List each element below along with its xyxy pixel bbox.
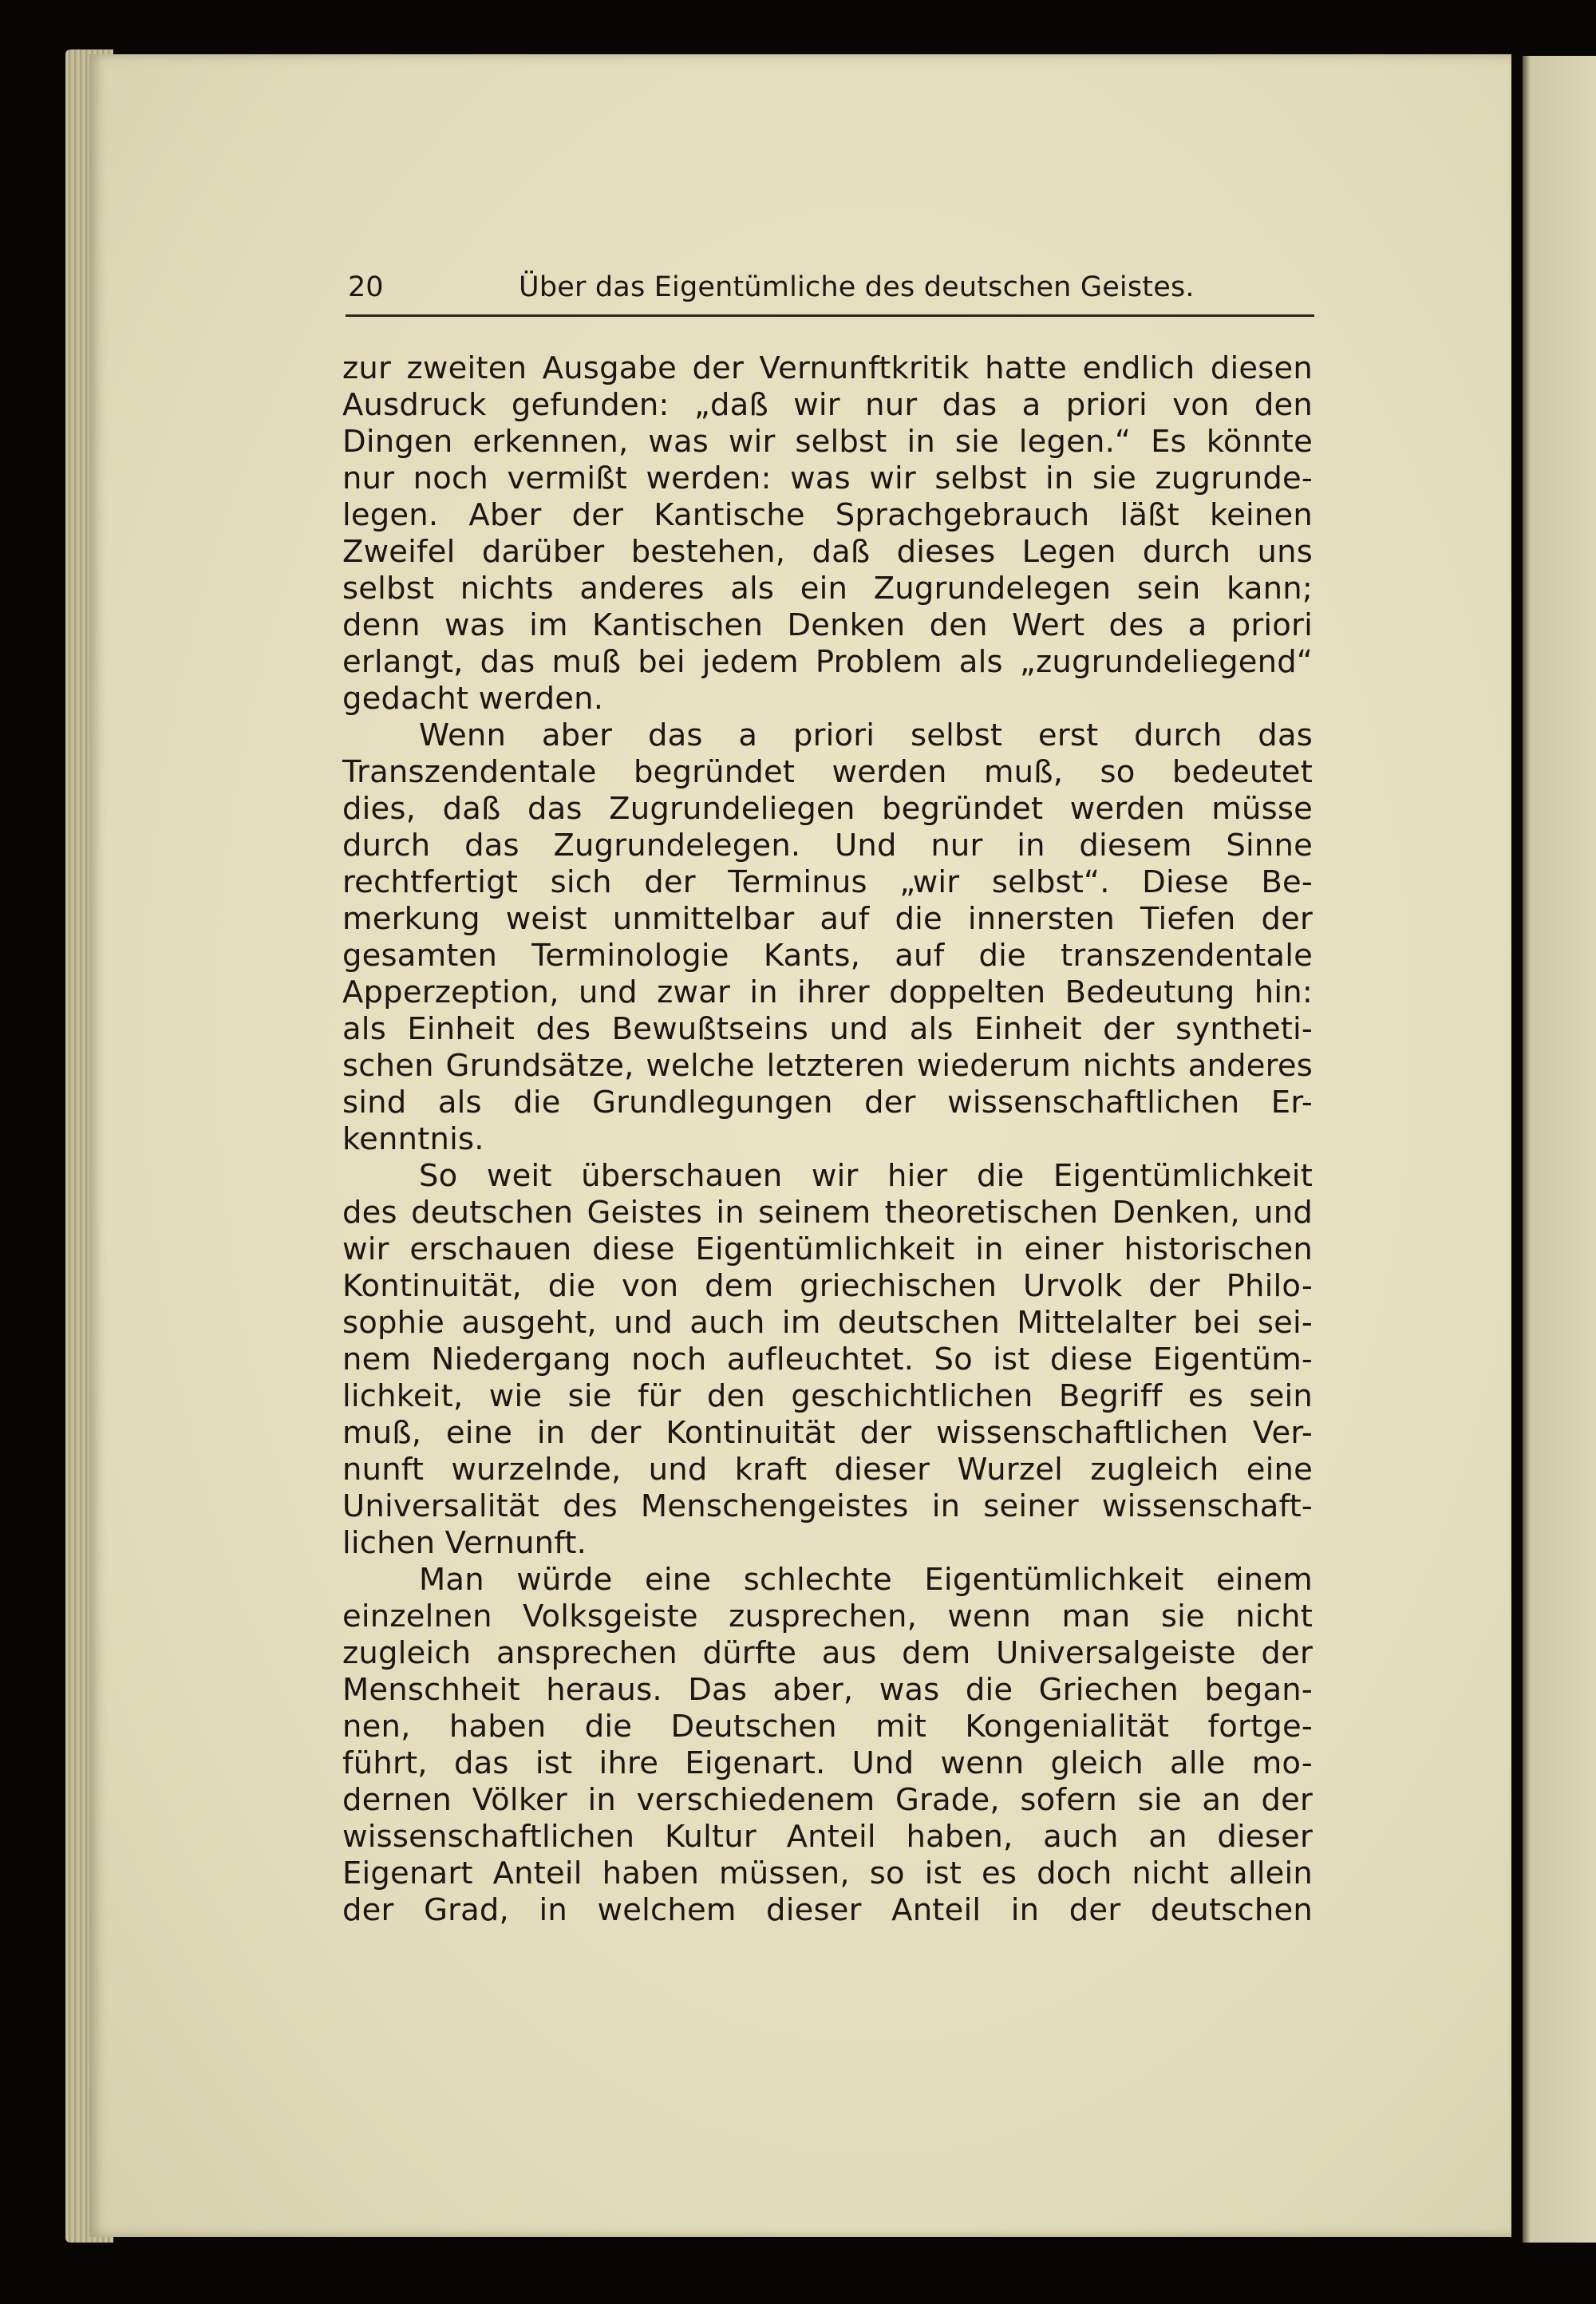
page-number: 20 [348,271,384,303]
text-line: dies, daß das Zugrundeliegen begründet werden müsse [342,791,1313,827]
text-line: als Einheit des Bewußtseins und als Einheit der syntheti- [342,1011,1313,1047]
text-line: wissenschaftlichen Kultur Anteil haben, auch an dieser [342,1819,1313,1855]
text-line: Zweifel darüber bestehen, daß dieses Legen durch uns [342,534,1313,570]
paragraph [342,1158,1313,1562]
header-rule [346,314,1314,317]
text-line: Universalität des Menschengeistes in seiner wissenschaft- [342,1488,1313,1524]
text-line: durch das Zugrundelegen. Und nur in diesem Sinne [342,828,1313,864]
running-title: Über das Eigentümliche des deutschen Geistes. [519,271,1195,303]
paragraph [342,1562,1313,1929]
text-line: gesamten Terminologie Kants, auf die transzendentale [342,938,1313,974]
text-line: nur noch vermißt werden: was wir selbst in sie zugrunde- [342,460,1313,496]
text-line: sind als die Grundlegungen der wissenschaftlichen Er- [342,1085,1313,1120]
text-line: des deutschen Geistes in seinem theoretischen Denken, und [342,1195,1313,1231]
text-line: der Grad, in welchem dieser Anteil in der deutschen [342,1892,1313,1928]
text-line: zur zweiten Ausgabe der Vernunftkritik hatte endlich diesen [342,350,1313,386]
text-line: einzelnen Volksgeiste zusprechen, wenn man sie nicht [342,1599,1313,1634]
text-line: sophie ausgeht, und auch im deutschen Mittelalter bei sei- [342,1305,1313,1341]
text-line: selbst nichts anderes als ein Zugrundelegen sein kann; [342,571,1313,607]
text-line: Wenn aber das a priori selbst erst durch das [419,717,1313,753]
text-line: legen. Aber der Kantische Sprachgebrauch läßt keinen [342,497,1313,533]
text-line: lichkeit, wie sie für den geschichtlichen Begriff es sein [342,1378,1313,1414]
text-line: So weit überschauen wir hier die Eigentümlichkeit [419,1158,1313,1194]
text-line: rechtfertigt sich der Terminus „wir selbst“. Diese Be- [342,864,1313,900]
paragraph [342,350,1313,717]
text-line: gedacht werden. [342,681,604,717]
text-line: muß, eine in der Kontinuität der wissenschaftlichen Ver- [342,1415,1313,1451]
text-line: merkung weist unmittelbar auf die innersten Tiefen der [342,901,1313,937]
text-line: nen, haben die Deutschen mit Kongenialität fortge- [342,1709,1313,1745]
text-line: Dingen erkennen, was wir selbst in sie legen.“ Es könnte [342,424,1313,460]
text-line: dernen Völker in verschiedenem Grade, sofern sie an der [342,1782,1313,1818]
text-line: kenntnis. [342,1121,484,1157]
text-line: führt, das ist ihre Eigenart. Und wenn gleich alle mo- [342,1745,1313,1781]
text-line: nunft wurzelnde, und kraft dieser Wurzel zugleich eine [342,1452,1313,1488]
text-line: zugleich ansprechen dürfte aus dem Universalgeiste der [342,1635,1313,1671]
running-head [251,263,1314,311]
text-line: nem Niedergang noch aufleuchtet. So ist diese Eigentüm- [342,1342,1313,1377]
text-line: Kontinuität, die von dem griechischen Urvolk der Philo- [342,1268,1313,1304]
paragraph [342,717,1313,1158]
text-line: Man würde eine schlechte Eigentümlichkeit einem [419,1562,1313,1598]
facing-page-edge [1523,56,1596,2243]
text-line: erlangt, das muß bei jedem Problem als „zugrundeliegend“ [342,644,1313,680]
text-line: denn was im Kantischen Denken den Wert des a priori [342,607,1313,643]
text-line: lichen Vernunft. [342,1525,587,1561]
text-line: schen Grundsätze, welche letzteren wiederum nichts anderes [342,1048,1313,1084]
text-line: Apperzeption, und zwar in ihrer doppelten Bedeutung hin: [342,974,1313,1010]
text-line: wir erschauen diese Eigentümlichkeit in einer historischen [342,1231,1313,1267]
body-text [342,350,1313,1929]
text-line: Menschheit heraus. Das aber, was die Griechen began- [342,1672,1313,1708]
text-line: Ausdruck gefunden: „daß wir nur das a priori von den [342,387,1313,423]
text-line: Eigenart Anteil haben müssen, so ist es doch nicht allein [342,1855,1313,1891]
text-line: Transzendentale begründet werden muß, so bedeutet [342,754,1313,790]
text-area [251,263,1314,1929]
